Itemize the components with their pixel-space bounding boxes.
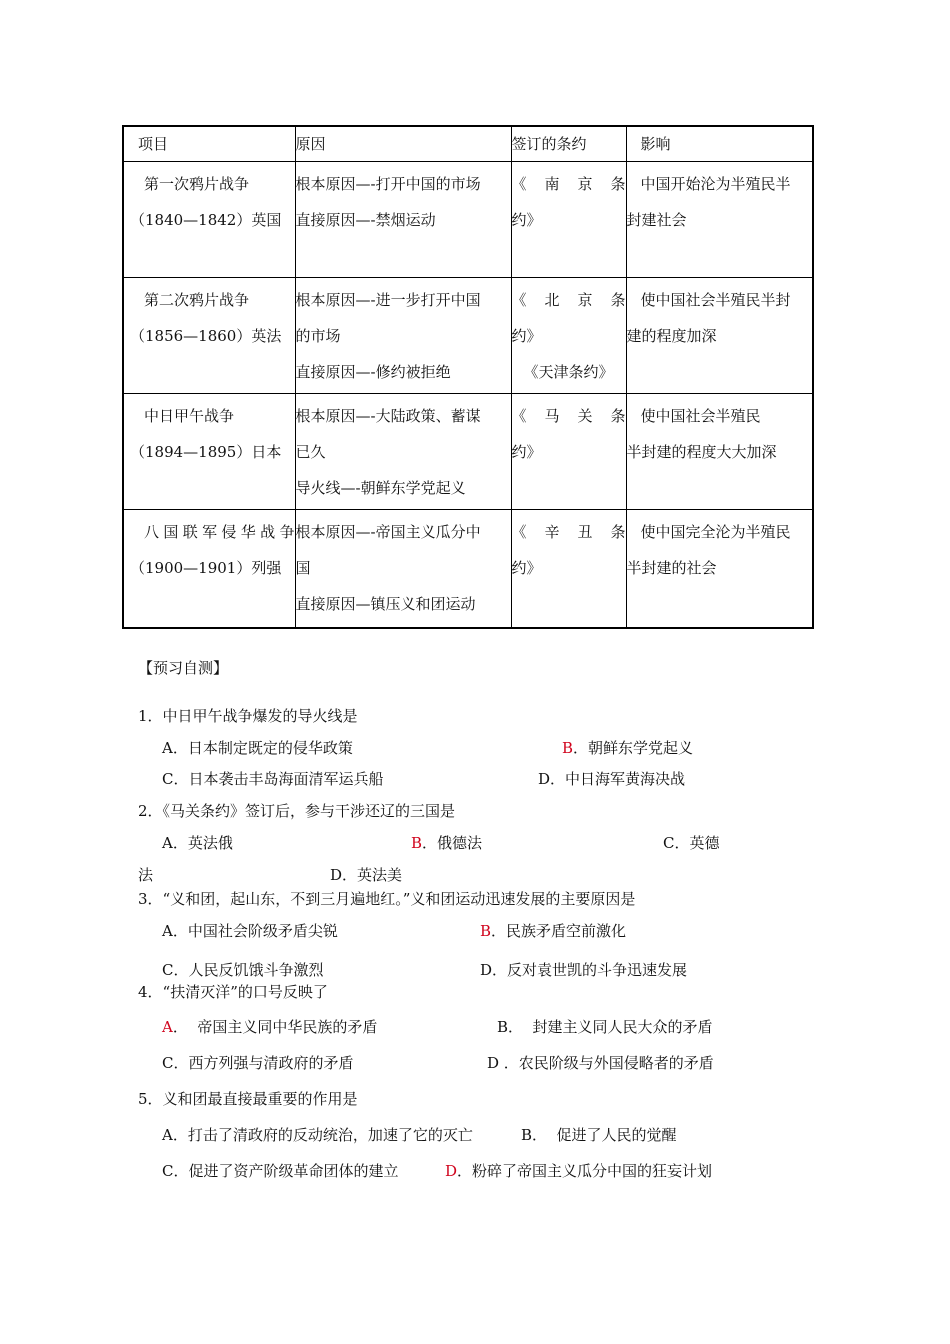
answer-letter: B (480, 922, 492, 940)
cell-treaty: 《 南 京 条 约》 (511, 162, 626, 278)
question-4-option-a: A． 帝国主义同中华民族的矛盾 (162, 1018, 378, 1036)
question-3-option-c: C．人民反饥饿斗争激烈 (162, 961, 324, 979)
cell-cause: 根本原因—-进一步打开中国 的市场 直接原因—-修约被拒绝 (295, 278, 511, 394)
history-table (122, 125, 814, 629)
question-5-stem: 5．义和团最直接最重要的作用是 (138, 1090, 358, 1108)
question-5-option-c: C．促进了资产阶级革命团体的建立 (162, 1162, 399, 1180)
table-row (123, 394, 813, 510)
cell-project: 中日甲午战争 （1894—1895）日本 (123, 394, 295, 510)
question-4-option-c: C．西方列强与清政府的矛盾 (162, 1054, 354, 1072)
cell-impact: 中国开始沦为半殖民半 封建社会 (626, 162, 813, 278)
question-1-stem: 1．中日甲午战争爆发的导火线是 (138, 707, 358, 725)
cell-cause: 根本原因—-打开中国的市场 直接原因—-禁烟运动 (295, 162, 511, 278)
cell-project: 第二次鸦片战争 （1856—1860）英法 (123, 278, 295, 394)
question-2-option-c-wrap: 法 (138, 866, 154, 884)
cell-treaty: 《 辛 丑 条 约》 (511, 510, 626, 628)
cell-treaty: 《 北 京 条 约》 《天津条约》 (511, 278, 626, 394)
answer-letter: A (162, 1018, 173, 1036)
question-1-option-b: B．朝鲜东学党起义 (562, 739, 694, 757)
question-4-option-b: B． 封建主义同人民大众的矛盾 (497, 1018, 713, 1036)
cell-treaty: 《 马 关 条 约》 (511, 394, 626, 510)
question-2-option-a: A．英法俄 (162, 834, 233, 852)
header-impact: 影响 (626, 126, 813, 162)
cell-project: 八国联军侵华战争 （1900—1901）列强 (123, 510, 295, 628)
question-3-stem: 3．“义和团，起山东，不到三月遍地红。”义和团运动迅速发展的主要原因是 (138, 890, 636, 908)
question-5-option-b: B． 促进了人民的觉醒 (521, 1126, 677, 1144)
table-header-row (123, 126, 813, 162)
answer-letter: D (445, 1162, 458, 1180)
question-2-option-d: D．英法美 (330, 866, 403, 884)
question-1-option-c: C．日本袭击丰岛海面清军运兵船 (162, 770, 384, 788)
cell-cause: 根本原因—-帝国主义瓜分中 国 直接原因—镇压义和团运动 (295, 510, 511, 628)
question-1-option-d: D．中日海军黄海决战 (538, 770, 686, 788)
cell-impact: 使中国完全沦为半殖民 半封建的社会 (626, 510, 813, 628)
table-row (123, 278, 813, 394)
table-row (123, 510, 813, 628)
question-3-option-b: B．民族矛盾空前激化 (480, 922, 627, 940)
cell-project: 第一次鸦片战争 （1840—1842）英国 (123, 162, 295, 278)
question-2-stem: 2．《马关条约》签订后，参与干涉还辽的三国是 (138, 802, 456, 820)
header-treaty: 签订的条约 (511, 126, 626, 162)
question-3-option-d: D．反对袁世凯的斗争迅速发展 (480, 961, 688, 979)
section-title: 【预习自测】 (138, 659, 229, 677)
question-2-option-b: B．俄德法 (411, 834, 483, 852)
question-4-option-d: D ．农民阶级与外国侵略者的矛盾 (487, 1054, 714, 1072)
answer-letter: B (562, 739, 574, 757)
header-project: 项目 (123, 126, 295, 162)
question-5-option-a: A．打击了清政府的反动统治，加速了它的灭亡 (162, 1126, 473, 1144)
cell-impact: 使中国社会半殖民 半封建的程度大大加深 (626, 394, 813, 510)
question-3-option-a: A．中国社会阶级矛盾尖锐 (162, 922, 338, 940)
table-row (123, 162, 813, 278)
question-2-option-c: C．英德 (663, 834, 720, 852)
question-4-stem: 4．“扶清灭洋”的口号反映了 (138, 983, 328, 1001)
answer-letter: B (411, 834, 423, 852)
header-cause: 原因 (295, 126, 511, 162)
question-5-option-d: D．粉碎了帝国主义瓜分中国的狂妄计划 (445, 1162, 713, 1180)
cell-impact: 使中国社会半殖民半封 建的程度加深 (626, 278, 813, 394)
cell-cause: 根本原因—-大陆政策、蓄谋 已久 导火线—-朝鲜东学党起义 (295, 394, 511, 510)
question-1-option-a: A．日本制定既定的侵华政策 (162, 739, 353, 757)
